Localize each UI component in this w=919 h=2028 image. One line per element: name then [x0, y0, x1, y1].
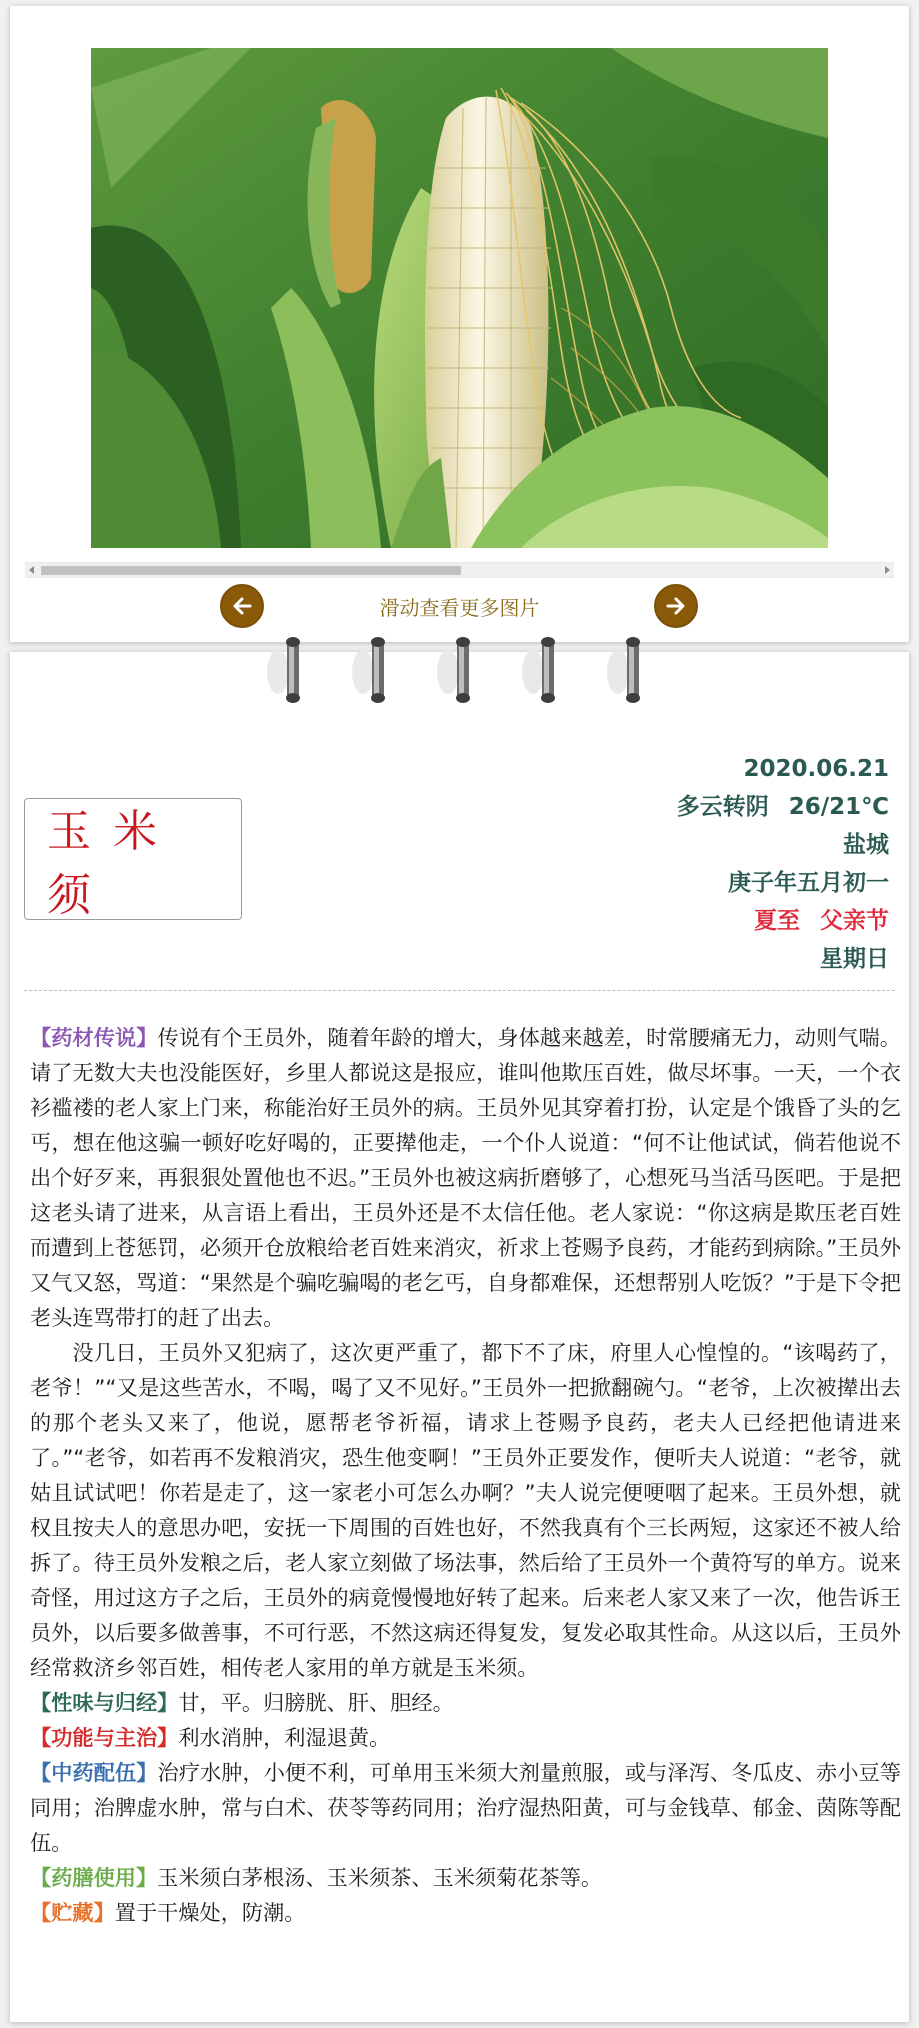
diet-text: 玉米须白茅根汤、玉米须茶、玉米须菊花茶等。: [157, 1865, 603, 1890]
function-text: 利水消肿，利湿退黄。: [178, 1725, 391, 1750]
weather: 多云转阴: [676, 794, 769, 820]
corn-photo-illustration: [91, 48, 828, 548]
festival-line: [389, 902, 889, 940]
calendar-content-card: [10, 652, 909, 2022]
binder-ring-icon: [604, 632, 650, 708]
image-gallery-card: [10, 6, 909, 642]
function-paragraph: [30, 1720, 901, 1755]
binder-ring-icon: [519, 632, 565, 708]
date: 2020.06.21: [743, 756, 889, 782]
legend-paragraph-2: 没几日，王员外又犯病了，这次更严重了，都下不了床，府里人心惶惶的。“该喝药了，老爷！”“又是这些苦水，不喝，喝了又不见好。”王员外一把掀翻碗勺。“老爷，上次被撵出去的那个老头又来了，他说，愿帮老爷祈福，请求上苍赐予良药，老夫人已经把他请进来了。”“老爷，如若再不发粮消灾，恐生他变啊！”王员外正要发作，便听夫人说道：“老爷，就姑且试试吧！你若是走了，这一家老小可怎么办啊？”夫人说完便哽咽了起来。王员外想，就权且按夫人的意思办吧，安抚一下周围的百姓也好，不然我真有个三长两短，这家还不被人给拆了。待王员外发粮之后，老人家立刻做了场法事，然后给了王员外一个黄符写的单方。说来奇怪，用过这方子之后，王员外的病竟慢慢地好转了起来。后来老人家又来了一次，他告诉王员外，以后要多做善事，不可行恶，不然这病还得复发，复发必取其性命。从这以后，王员外经常救济乡邻百姓，相传老人家用的单方就是玉米须。: [30, 1340, 901, 1680]
function-tag: 【功能与主治】: [30, 1725, 179, 1750]
legend-text-1: 传说有个王员外，随着年龄的增大，身体越来越差，时常腰痛无力，动则气喘。请了无数大夫也没能医好，乡里人都说这是报应，谁叫他欺压百姓，做尽坏事。一天，一个衣衫褴褛的老人家上门来，称能治好王员外的病。王员外见其穿着打扮，认定是个饿昏了头的乞丐，想在他这骗一顿好吃好喝的，正要撵他走，一个仆人说道：“何不让他试试，倘若他说不出个好歹来，再狠狠处置他也不迟。”王员外也被这病折磨够了，心想死马当活马医吧。于是把这老头请了进来，从言语上看出，王员外还是不太信任他。老人家说：“你这病是欺压老百姓而遭到上苍惩罚，必须开仓放粮给老百姓来消灾，祈求上苍赐予良药，才能药到病除。”王员外又气又怒，骂道：“果然是个骗吃骗喝的老乞丐，自身都难保，还想帮别人吃饭？”于是下令把老头连骂带打的赶了出去。: [30, 1025, 901, 1330]
nature-tag: 【性味与归经】: [30, 1690, 179, 1715]
corn-silk-photo[interactable]: [91, 48, 828, 548]
herb-title-seal: [24, 798, 242, 920]
storage-paragraph: [30, 1895, 901, 1930]
storage-tag: 【贮藏】: [30, 1900, 115, 1925]
arrow-right-icon: [664, 594, 688, 618]
storage-text: 置于干燥处，防潮。: [114, 1900, 306, 1925]
solar-term: 夏至: [754, 908, 800, 934]
scroll-left-arrow-icon[interactable]: [29, 566, 34, 574]
herb-article: [30, 1020, 901, 1930]
herb-title: 玉米须: [47, 806, 179, 921]
binder-ring-icon: [349, 632, 395, 708]
combination-tag: 【中药配伍】: [30, 1760, 158, 1785]
binder-ring-icon: [434, 632, 480, 708]
scroll-right-arrow-icon[interactable]: [885, 566, 890, 574]
binder-ring-icon: [264, 632, 310, 708]
combination-paragraph: [30, 1755, 901, 1860]
temperature: 26/21℃: [788, 794, 889, 820]
diet-paragraph: [30, 1860, 901, 1895]
weather-line: [389, 788, 889, 826]
legend-tag: 【药材传说】: [30, 1025, 158, 1050]
scrollbar-thumb[interactable]: [41, 566, 461, 575]
binder-rings: [0, 632, 919, 708]
combination-text: 治疗水肿，小便不利，可单用玉米须大剂量煎服，或与泽泻、冬瓜皮、赤小豆等同用；治脾虚水肿，常与白术、茯苓等药同用；治疗湿热阳黄，可与金钱草、郁金、茵陈等配伍。: [30, 1760, 901, 1855]
swipe-hint-text: 滑动查看更多图片: [379, 596, 540, 620]
dashed-divider: [24, 990, 895, 991]
date-info: [389, 750, 889, 978]
city: 盐城: [843, 832, 889, 858]
legend-paragraph: [30, 1020, 901, 1335]
lunar-date: 庚子年五月初一: [728, 870, 889, 896]
diet-tag: 【药膳使用】: [30, 1865, 158, 1890]
festival: 父亲节: [820, 908, 889, 934]
weekday: 星期日: [820, 946, 889, 972]
horizontal-scrollbar[interactable]: [25, 562, 894, 578]
gallery-nav: [10, 580, 909, 632]
nature-paragraph: [30, 1685, 901, 1720]
next-image-button[interactable]: [654, 584, 698, 628]
nature-text: 甘，平。归膀胱、肝、胆经。: [178, 1690, 454, 1715]
